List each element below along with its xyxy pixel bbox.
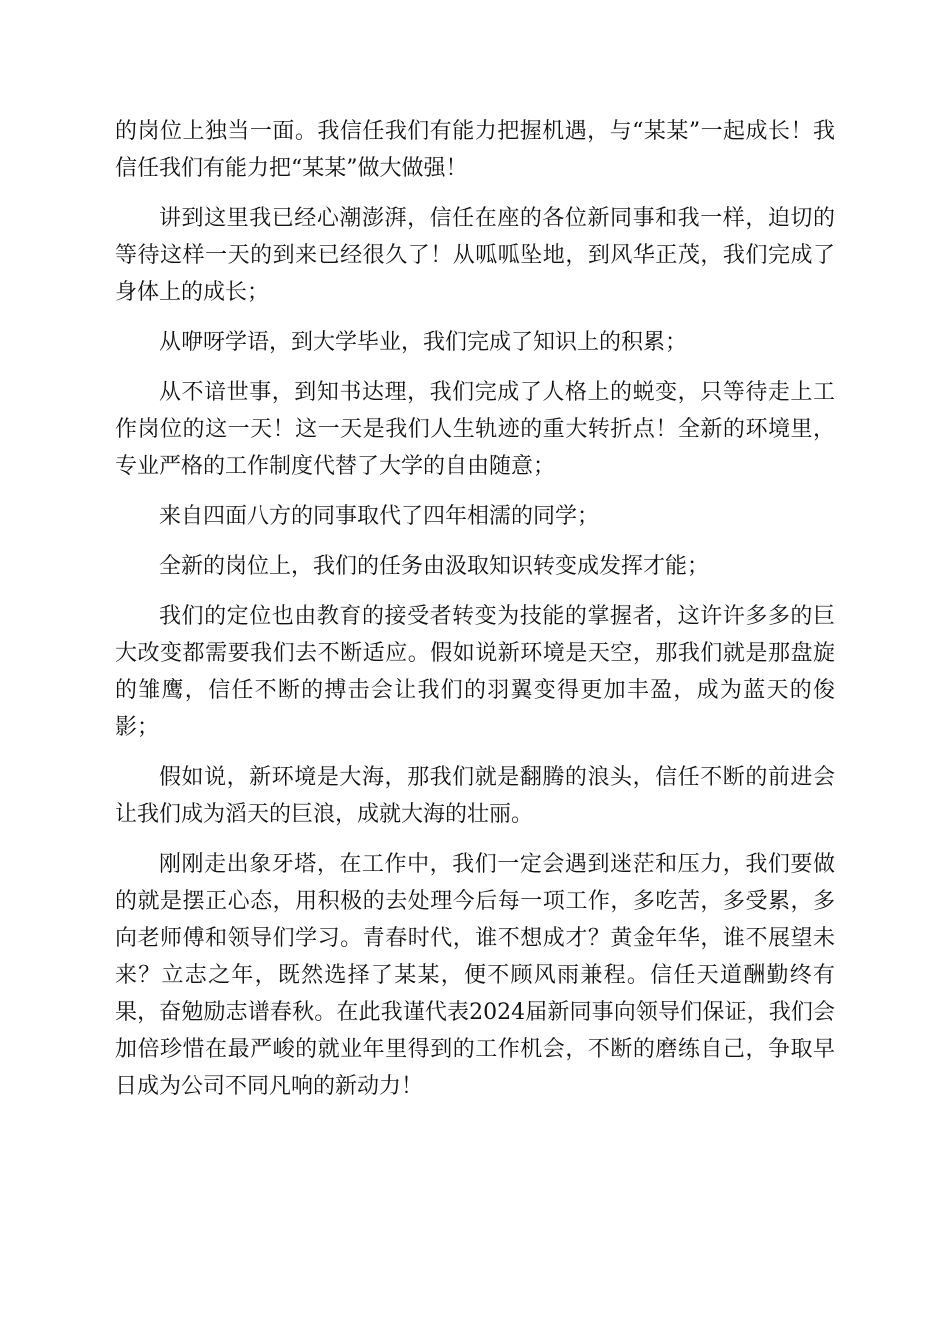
paragraph-8: 假如说，新环境是大海，那我们就是翻腾的浪头，信任不断的前进会让我们成为滔天的巨浪，成就大海的壮丽。 — [115, 765, 835, 827]
paragraph-9: 刚刚走出象牙塔，在工作中，我们一定会遇到迷茫和压力，我们要做的就是摆正心态，用积极的去处理今后每一项工作，多吃苦，多受累，多向老师傅和领导们学习。青春时代，谁不想成才？黄金年华，谁不展望未来？立志之年，既然选择了某某，便不顾风雨兼程。信任天道酬勤终有果，奋勉励志谱春秋。在此我谨代表2024届新同事向领导们保证，我们会加倍珍惜在最严峻的就业年里得到的工作机会，不断的磨练自己，争取早日成为公司不同凡响的新动力！ — [115, 852, 835, 1099]
paragraph-7: 我们的定位也由教育的接受者转变为技能的掌握者，这许许多多的巨大改变都需要我们去不断适应。假如说新环境是天空，那我们就是那盘旋的雏鹰，信任不断的搏击会让我们的羽翼变得更加丰盈，成为蓝天的俊影； — [115, 604, 835, 740]
paragraph-4: 从不谙世事，到知书达理，我们完成了人格上的蜕变，只等待走上工作岗位的这一天！这一天是我们人生轨迹的重大转折点！全新的环境里，专业严格的工作制度代替了大学的自由随意； — [115, 380, 835, 479]
paragraph-3: 从咿呀学语，到大学毕业，我们完成了知识上的积累； — [159, 330, 688, 355]
paragraph-2: 讲到这里我已经心潮澎湃，信任在座的各位新同事和我一样，迫切的等待这样一天的到来已经很久了！从呱呱坠地，到风华正茂，我们完成了身体上的成长； — [115, 206, 835, 305]
paragraph-1: 的岗位上独当一面。我信任我们有能力把握机遇，与“某某”一起成长！我信任我们有能力把“某某”做大做强！ — [115, 119, 835, 181]
document-page — [115, 113, 835, 1118]
paragraph-6: 全新的岗位上，我们的任务由汲取知识转变成发挥才能； — [159, 554, 710, 579]
paragraph-5: 来自四面八方的同事取代了四年相濡的同学； — [159, 504, 600, 529]
